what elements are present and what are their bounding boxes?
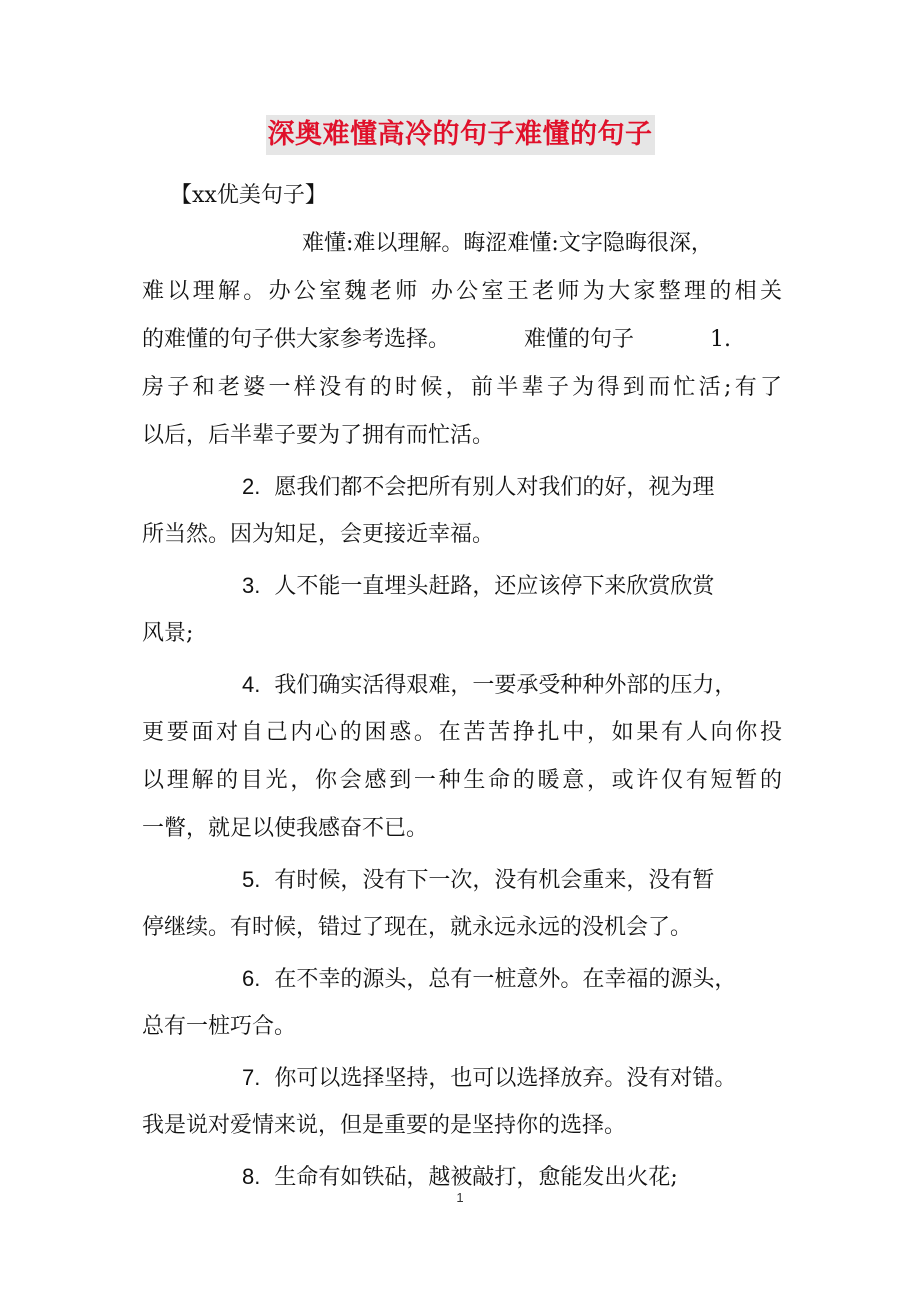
intro-line-5: 以后，后半辈子要为了拥有而忙活。 bbox=[142, 423, 495, 448]
intro-subheading: 难懂的句子 bbox=[524, 327, 635, 352]
list-item-first-line bbox=[142, 955, 782, 1003]
list-item-first-line bbox=[142, 562, 782, 610]
sentence-list bbox=[142, 460, 782, 1201]
list-item-number: 6. bbox=[242, 966, 261, 991]
list-item-text: 我们确实活得艰难，一要承受种种外部的压力， bbox=[274, 673, 737, 698]
intro-line-4: 房子和老婆一样没有的时候，前半辈子为得到而忙活;有了 bbox=[142, 375, 782, 400]
list-item-number: 4. bbox=[242, 672, 261, 697]
intro-line-1: 难懂:难以理解。晦涩难懂:文字隐晦很深， bbox=[302, 231, 713, 256]
intro-line-2: 难以理解。办公室魏老师 办公室王老师为大家整理的相关 bbox=[142, 279, 782, 304]
list-item-number: 8. bbox=[242, 1164, 261, 1189]
document-title: 深奥难懂高冷的句子难懂的句子 bbox=[266, 115, 655, 155]
list-item-first-line bbox=[142, 856, 782, 904]
list-item-continuation: 以理解的目光，你会感到一种生命的暖意，或许仅有短暂的 bbox=[142, 768, 782, 793]
list-item-continuation: 更要面对自己内心的困惑。在苦苦挣扎中，如果有人向你投 bbox=[142, 720, 782, 745]
list-item-first-line bbox=[142, 661, 782, 709]
list-item-text: 有时候，没有下一次，没有机会重来，没有暂 bbox=[274, 868, 715, 893]
list-item-text: 愿我们都不会把所有别人对我们的好，视为理 bbox=[274, 475, 715, 500]
list-item-text: 人不能一直埋头赶路，还应该停下来欣赏欣赏 bbox=[274, 574, 715, 599]
list-item-number: 5. bbox=[242, 867, 261, 892]
intro-line-3-text: 的难懂的句子供大家参考选择。 bbox=[142, 327, 451, 352]
intro-line-3 bbox=[142, 316, 782, 364]
page-number: 1 bbox=[456, 1190, 464, 1205]
list-item-number: 7. bbox=[242, 1065, 261, 1090]
document-body bbox=[142, 172, 782, 1201]
title-container bbox=[0, 115, 920, 155]
list-item-continuation: 风景; bbox=[142, 621, 194, 646]
list-item-text: 你可以选择坚持，也可以选择放弃。没有对错。 bbox=[274, 1066, 737, 1091]
section-heading: 【xx优美句子】 bbox=[170, 183, 327, 208]
list-item-continuation: 停继续。有时候，错过了现在，就永远永远的没机会了。 bbox=[142, 915, 693, 940]
list-item-continuation: 总有一桩巧合。 bbox=[142, 1014, 297, 1039]
intro-item-number: 1. bbox=[710, 327, 732, 352]
list-item-number: 2. bbox=[242, 474, 261, 499]
list-item-continuation: 我是说对爱情来说，但是重要的是坚持你的选择。 bbox=[142, 1113, 627, 1138]
list-item-text: 在不幸的源头，总有一桩意外。在幸福的源头， bbox=[274, 967, 737, 992]
list-item-first-line bbox=[142, 463, 782, 511]
list-item-number: 3. bbox=[242, 573, 261, 598]
list-item-text: 生命有如铁砧，越被敲打，愈能发出火花; bbox=[274, 1165, 678, 1190]
list-item-first-line bbox=[142, 1054, 782, 1102]
list-item-continuation: 所当然。因为知足，会更接近幸福。 bbox=[142, 522, 495, 547]
list-item-continuation: 一瞥，就足以使我感奋不已。 bbox=[142, 816, 429, 841]
